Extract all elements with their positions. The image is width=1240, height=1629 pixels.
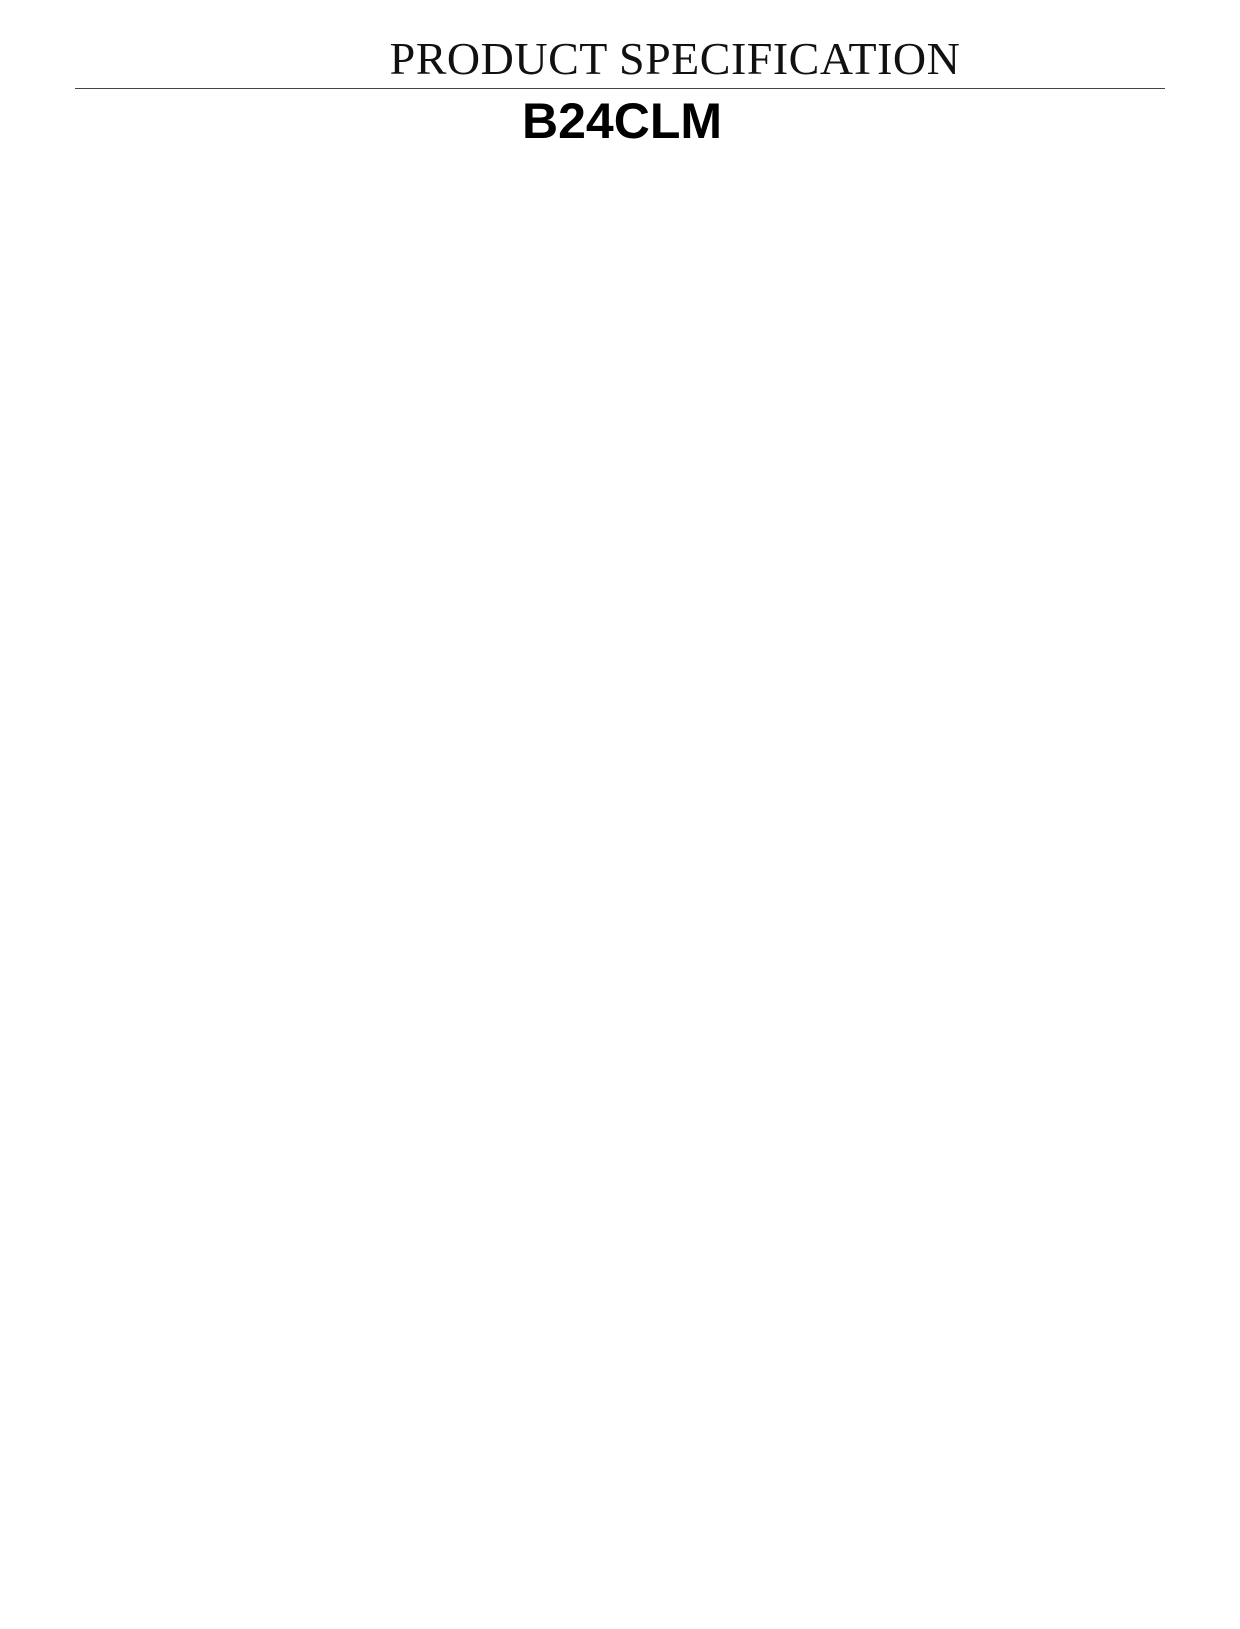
model-number: B24CLM [521, 93, 723, 149]
title-divider [75, 88, 1165, 89]
page-title: PRODUCT SPECIFICATION [389, 33, 961, 84]
